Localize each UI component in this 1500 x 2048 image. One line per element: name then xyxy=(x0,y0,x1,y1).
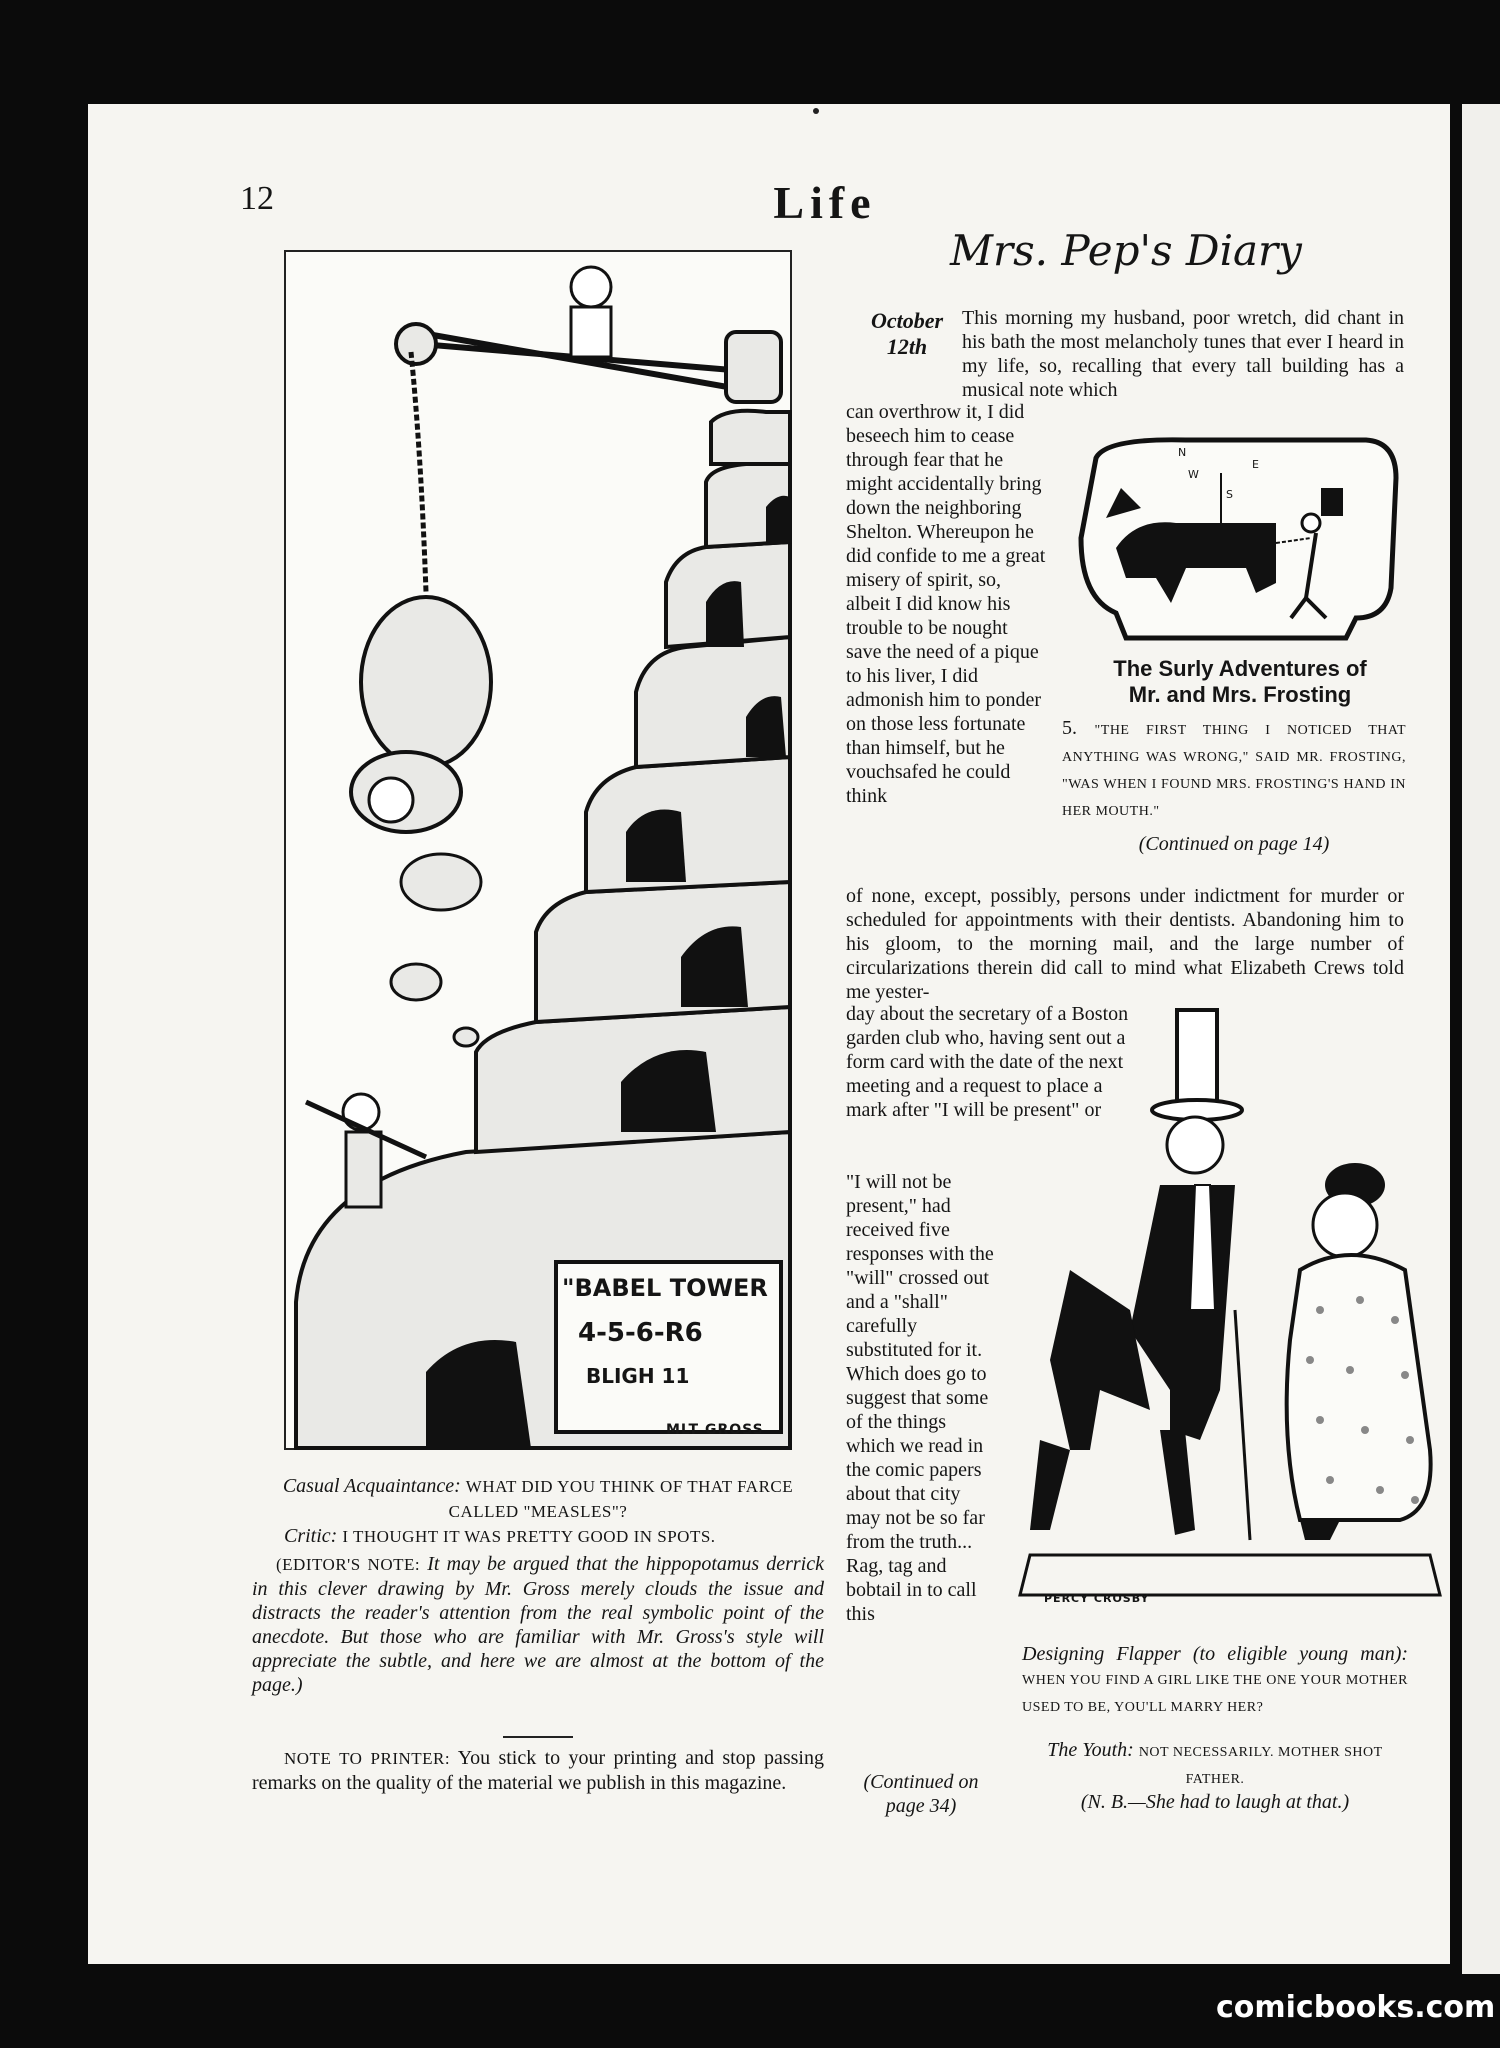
babel-tower-illustration xyxy=(286,252,790,1448)
diary-title: Mrs. Pep's Diary xyxy=(950,226,1302,275)
frosting-title-line-1: The Surly Adventures of xyxy=(1113,656,1367,681)
frosting-continued: (Continued on page 14) xyxy=(1138,833,1330,855)
youth-caption xyxy=(1022,1738,1408,1792)
frosting-illustration xyxy=(1066,428,1410,650)
babel-sign-line-1: "BABEL TOWER xyxy=(562,1274,768,1302)
frosting-cartoon xyxy=(1066,428,1410,650)
tower-tier-3 xyxy=(536,882,790,1022)
printer-note xyxy=(252,1746,824,1795)
editor-text: It may be argued that the hippopotamus derrick in this clever drawing by Mr. Gross merely clouds the issue and distracts the reader's attention from the real symbolic point of the anecdote. But those who are familiar with Mr. Gross's style will appreciate the subtle, and here we are almost at the bottom of the page.) xyxy=(252,1553,824,1696)
frosting-caption xyxy=(1062,716,1406,824)
facing-page-edge xyxy=(1462,104,1500,1974)
gross-signature: MLT GROSS xyxy=(666,1422,764,1438)
youth-speaker: The Youth: xyxy=(1047,1739,1134,1761)
editor-note xyxy=(252,1552,824,1697)
site-watermark: comicbooks.com xyxy=(1216,1990,1496,2025)
diary-continued: (Continued on page 34) xyxy=(863,1771,979,1817)
crosby-cartoon xyxy=(1010,1010,1460,1620)
diary-date-month: October xyxy=(870,308,944,333)
critic-line: I THOUGHT IT WAS PRETTY GOOD IN SPOTS. xyxy=(342,1527,716,1546)
page-dot xyxy=(813,108,819,114)
caption-divider xyxy=(503,1736,573,1738)
crosby-signature: PERCY CROSBY xyxy=(1044,1592,1150,1605)
flapper-speaker: Designing Flapper xyxy=(1022,1643,1181,1665)
compass-s: S xyxy=(1226,488,1233,501)
frosting-text: "THE FIRST THING I NOTICED THAT ANYTHING WAS WRONG," SAID MR. FROSTING, "WAS WHEN I FOUND MRS. FROSTING'S HAND IN HER MOUTH." xyxy=(1062,723,1406,819)
diary-para-top-a: This morning my husband, poor wretch, did chant in his bath the most melancholy tunes that ever I heard in my life, so, recalling that every tall building has a musical note which xyxy=(962,307,1404,401)
editor-label: (EDITOR'S NOTE: xyxy=(276,1555,421,1574)
babel-sign-line-2: 4-5-6-R6 xyxy=(578,1318,703,1348)
casual-line: WHAT DID YOU THINK OF THAT FARCE CALLED "MEASLES"? xyxy=(448,1477,794,1521)
diary-para-narrow: can overthrow it, I did beseech him to cease through fear that he might accidentally bring down the neighboring Shelton. Whereupon he did confide to me a great misery of spirit, so, albeit I did know his trouble to be nought save the need of a pique to his liver, I did admonish him to ponder on those less fortunate than himself, but he vouchsafed he could think xyxy=(846,401,1046,807)
tower-tier-4 xyxy=(586,757,790,892)
crosby-footnote: (N. B.—She had to laugh at that.) xyxy=(1080,1791,1350,1813)
tower-top xyxy=(711,411,790,464)
babel-tower-cartoon xyxy=(284,250,792,1450)
compass-e: E xyxy=(1252,458,1259,471)
crosby-caption xyxy=(1022,1642,1408,1720)
flapper-line: WHEN YOU FIND A GIRL LIKE THE ONE YOUR MOTHER USED TO BE, YOU'LL MARRY HER? xyxy=(1022,1673,1408,1715)
diary-para-narrow-3: "I will not be present," had received five responses with the "will" crossed out and a "shall" carefully substituted for it. Which does go to suggest that some of the things which we read in the comic papers about that city may not be so far from the truth... Rag, tag and bobtail in to call this xyxy=(846,1171,994,1625)
crosby-illustration xyxy=(1010,1010,1460,1620)
youth-line: NOT NECESSARILY. MOTHER SHOT FATHER. xyxy=(1138,1745,1383,1787)
diary-para-wide: of none, except, possibly, persons under indictment for murder or scheduled for appointments with their dentists. Abandoning him to his gloom, to the morning mail, and the large number of circularizations therein did call to mind what Elizabeth Crews told me yester- xyxy=(846,885,1404,1003)
casual-caption xyxy=(252,1474,824,1524)
compass-w: W xyxy=(1188,468,1199,481)
printer-label: NOTE TO PRINTER: xyxy=(284,1749,451,1768)
magazine-title: Life xyxy=(773,177,877,228)
compass-n: N xyxy=(1178,446,1187,459)
critic-speaker: Critic: xyxy=(284,1525,338,1547)
critic-caption xyxy=(252,1524,824,1549)
babel-sign-line-3: BLIGH 11 xyxy=(586,1364,690,1388)
frosting-title-line-2: Mr. and Mrs. Frosting xyxy=(1128,682,1352,707)
diary-para-narrow-2: day about the secretary of a Boston garden club who, having sent out a form card with the date of the next meeting and a request to place a mark after "I will be present" or xyxy=(846,1003,1129,1121)
page-number: 12 xyxy=(240,180,274,217)
diary-date-day: 12th xyxy=(886,334,928,359)
frosting-number: 5. xyxy=(1062,717,1077,739)
diary-dateline xyxy=(852,308,962,360)
frosting-title xyxy=(1080,656,1400,708)
flapper-note: (to eligible young man): xyxy=(1192,1643,1409,1665)
printer-text: You stick to your printing and stop passing remarks on the quality of the material we publish in this magazine. xyxy=(252,1747,824,1794)
casual-speaker: Casual Acquaintance: xyxy=(282,1475,461,1497)
